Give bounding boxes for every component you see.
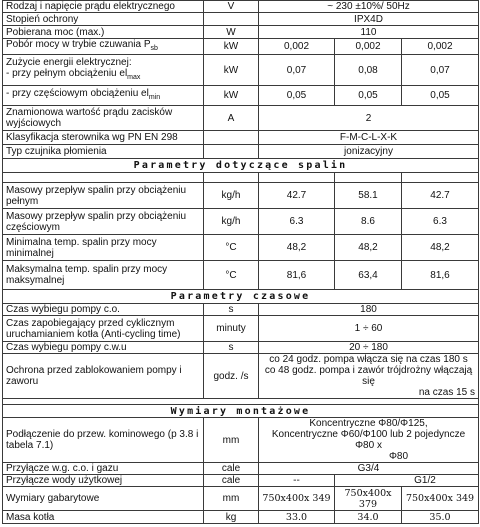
value-model-3: 750x400x 349 bbox=[402, 487, 479, 511]
row-label: Ochrona przed zablokowaniem pompy i zaworu bbox=[3, 354, 204, 399]
table-row bbox=[3, 316, 479, 342]
value-model-3: 42.7 bbox=[402, 183, 479, 209]
table-row bbox=[3, 55, 479, 86]
value-line: Koncentryczne Φ80/Φ125, bbox=[309, 418, 428, 429]
row-label: Typ czujnika płomienia bbox=[3, 145, 204, 159]
table-row bbox=[3, 39, 479, 55]
table-row bbox=[3, 145, 479, 159]
row-value: 20 ÷ 180 bbox=[259, 342, 479, 354]
row-unit: kW bbox=[204, 55, 259, 86]
value-line: Φ80 bbox=[388, 451, 409, 462]
table-row bbox=[3, 183, 479, 209]
label-main: - przy częściowym obciążeniu el bbox=[6, 88, 149, 99]
table-row bbox=[3, 261, 479, 290]
value-line: co 48 godz. pompa i zawór trójdrożny włączają się bbox=[264, 365, 473, 387]
value-model-3: 35.0 bbox=[402, 511, 479, 524]
section-header: Parametry czasowe bbox=[3, 290, 479, 304]
row-value: IPX4D bbox=[259, 13, 479, 26]
value-model-1: 0,07 bbox=[259, 55, 335, 86]
row-label: Rodzaj i napięcie prądu elektrycznego bbox=[3, 1, 204, 13]
value-model-3: 0,07 bbox=[402, 55, 479, 86]
row-unit: kW bbox=[204, 86, 259, 106]
row-label: Masowy przepływ spalin przy obciążeniu częściowym bbox=[3, 209, 204, 235]
value-model-2: 0,002 bbox=[335, 39, 402, 55]
row-label: Podłączenie do przew. kominowego (p 3.8 i tabela 7.1) bbox=[3, 418, 204, 463]
row-unit: minuty bbox=[204, 316, 259, 342]
blank-cell bbox=[402, 173, 479, 183]
row-label: Przyłącze w.g. c.o. i gazu bbox=[3, 463, 204, 475]
row-unit: mm bbox=[204, 487, 259, 511]
row-label: Klasyfikacja sterownika wg PN EN 298 bbox=[3, 131, 204, 145]
table-row bbox=[3, 86, 479, 106]
table-row bbox=[3, 26, 479, 39]
label-subscript: min bbox=[148, 94, 161, 101]
row-unit: mm bbox=[204, 418, 259, 463]
table-row bbox=[3, 13, 479, 26]
row-unit: godz. /s bbox=[204, 354, 259, 399]
value-model-1: 48,2 bbox=[259, 235, 335, 261]
row-value: ~ 230 ±10%/ 50Hz bbox=[259, 1, 479, 13]
section-header-row bbox=[3, 290, 479, 304]
section-header-row bbox=[3, 405, 479, 418]
value-model-3: 48,2 bbox=[402, 235, 479, 261]
row-unit: cale bbox=[204, 463, 259, 475]
row-label: Masa kotła bbox=[3, 511, 204, 524]
row-label: Znamionowa wartość prądu zacisków wyjściowych bbox=[3, 106, 204, 131]
section-header: Wymiary montażowe bbox=[3, 405, 479, 418]
table-row bbox=[3, 511, 479, 524]
value-model-3: 0,002 bbox=[402, 39, 479, 55]
row-value: 1 ÷ 60 bbox=[259, 316, 479, 342]
value-model-3: 81,6 bbox=[402, 261, 479, 290]
value-model-1: 750x400x 349 bbox=[259, 487, 335, 511]
value-model-1: 42.7 bbox=[259, 183, 335, 209]
value-model-2-3: G1/2 bbox=[335, 475, 479, 487]
row-label: Czas wybiegu pompy c.w.u bbox=[3, 342, 204, 354]
value-line: na czas 15 s bbox=[418, 387, 476, 398]
row-unit: cale bbox=[204, 475, 259, 487]
row-unit: V bbox=[204, 1, 259, 13]
row-value: F-M-C-L-X-K bbox=[259, 131, 479, 145]
value-model-2: 48,2 bbox=[335, 235, 402, 261]
table-row bbox=[3, 131, 479, 145]
table-row bbox=[3, 235, 479, 261]
table-row bbox=[3, 1, 479, 13]
table-row bbox=[3, 475, 479, 487]
table-row bbox=[3, 418, 479, 463]
table-row bbox=[3, 106, 479, 131]
row-label: Pobierana moc (max.) bbox=[3, 26, 204, 39]
table-row bbox=[3, 463, 479, 475]
row-value bbox=[259, 418, 479, 463]
row-unit: kg bbox=[204, 511, 259, 524]
value-model-1: 6.3 bbox=[259, 209, 335, 235]
value-model-1: -- bbox=[259, 475, 335, 487]
row-value: G3/4 bbox=[259, 463, 479, 475]
label-main: Pobór mocy w trybie czuwania P bbox=[6, 39, 151, 50]
row-value: 2 bbox=[259, 106, 479, 131]
value-model-2 bbox=[335, 487, 402, 511]
blank-cell bbox=[335, 173, 402, 183]
value-line: 379 bbox=[358, 498, 378, 510]
row-unit: W bbox=[204, 26, 259, 39]
table-row bbox=[3, 342, 479, 354]
row-unit: °C bbox=[204, 235, 259, 261]
value-model-2: 8.6 bbox=[335, 209, 402, 235]
row-label bbox=[3, 55, 204, 86]
table-row bbox=[3, 487, 479, 511]
value-model-2: 63,4 bbox=[335, 261, 402, 290]
value-model-1: 33.0 bbox=[259, 511, 335, 524]
blank-cell bbox=[3, 173, 204, 183]
table-row bbox=[3, 209, 479, 235]
value-model-1: 0,002 bbox=[259, 39, 335, 55]
row-label bbox=[3, 39, 204, 55]
section-header-row bbox=[3, 159, 479, 173]
row-label: Czas wybiegu pompy c.o. bbox=[3, 304, 204, 316]
row-label: Stopień ochrony bbox=[3, 13, 204, 26]
row-value: 110 bbox=[259, 26, 479, 39]
row-label: Maksymalna temp. spalin przy mocy maksymalnej bbox=[3, 261, 204, 290]
value-model-1: 0,05 bbox=[259, 86, 335, 106]
label-heading: Zużycie energii elektrycznej: bbox=[6, 57, 132, 68]
row-unit bbox=[204, 145, 259, 159]
label-line bbox=[6, 68, 200, 83]
row-unit bbox=[204, 131, 259, 145]
row-unit: kg/h bbox=[204, 209, 259, 235]
value-line: Koncentryczne Φ60/Φ100 lub 2 pojedyncze Φ80 x bbox=[271, 429, 466, 451]
value-model-2: 0,05 bbox=[335, 86, 402, 106]
row-label: Czas zapobiegający przed cyklicznym uruchamianiem kotła (Anti-cycling time) bbox=[3, 316, 204, 342]
value-line: co 24 godz. pompa włącza się na czas 180 s bbox=[269, 354, 468, 365]
row-unit: s bbox=[204, 342, 259, 354]
row-label: Minimalna temp. spalin przy mocy minimalnej bbox=[3, 235, 204, 261]
value-line: 750x400x bbox=[344, 487, 392, 499]
table-row bbox=[3, 304, 479, 316]
row-unit: °C bbox=[204, 261, 259, 290]
row-value: jonizacyjny bbox=[259, 145, 479, 159]
section-header: Parametry dotyczące spalin bbox=[3, 159, 479, 173]
row-unit: kW bbox=[204, 39, 259, 55]
row-label: Przyłącze wody użytkowej bbox=[3, 475, 204, 487]
blank-cell bbox=[259, 173, 335, 183]
label-main: - przy pełnym obciążeniu el bbox=[6, 68, 128, 79]
label-subscript: sb bbox=[150, 45, 158, 52]
row-value: 180 bbox=[259, 304, 479, 316]
value-model-3: 0,05 bbox=[402, 86, 479, 106]
value-model-1: 81,6 bbox=[259, 261, 335, 290]
value-model-2: 58.1 bbox=[335, 183, 402, 209]
row-unit: A bbox=[204, 106, 259, 131]
value-model-2: 0,08 bbox=[335, 55, 402, 86]
row-value bbox=[259, 354, 479, 399]
row-unit: s bbox=[204, 304, 259, 316]
technical-data-table bbox=[2, 0, 479, 524]
row-unit bbox=[204, 13, 259, 26]
value-model-2: 34.0 bbox=[335, 511, 402, 524]
blank-cell bbox=[204, 173, 259, 183]
row-label bbox=[3, 86, 204, 106]
spacer-row bbox=[3, 173, 479, 183]
row-label: Wymiary gabarytowe bbox=[3, 487, 204, 511]
row-unit: kg/h bbox=[204, 183, 259, 209]
table-row bbox=[3, 354, 479, 399]
row-label: Masowy przepływ spalin przy obciążeniu pełnym bbox=[3, 183, 204, 209]
label-subscript: max bbox=[127, 74, 141, 81]
value-model-3: 6.3 bbox=[402, 209, 479, 235]
